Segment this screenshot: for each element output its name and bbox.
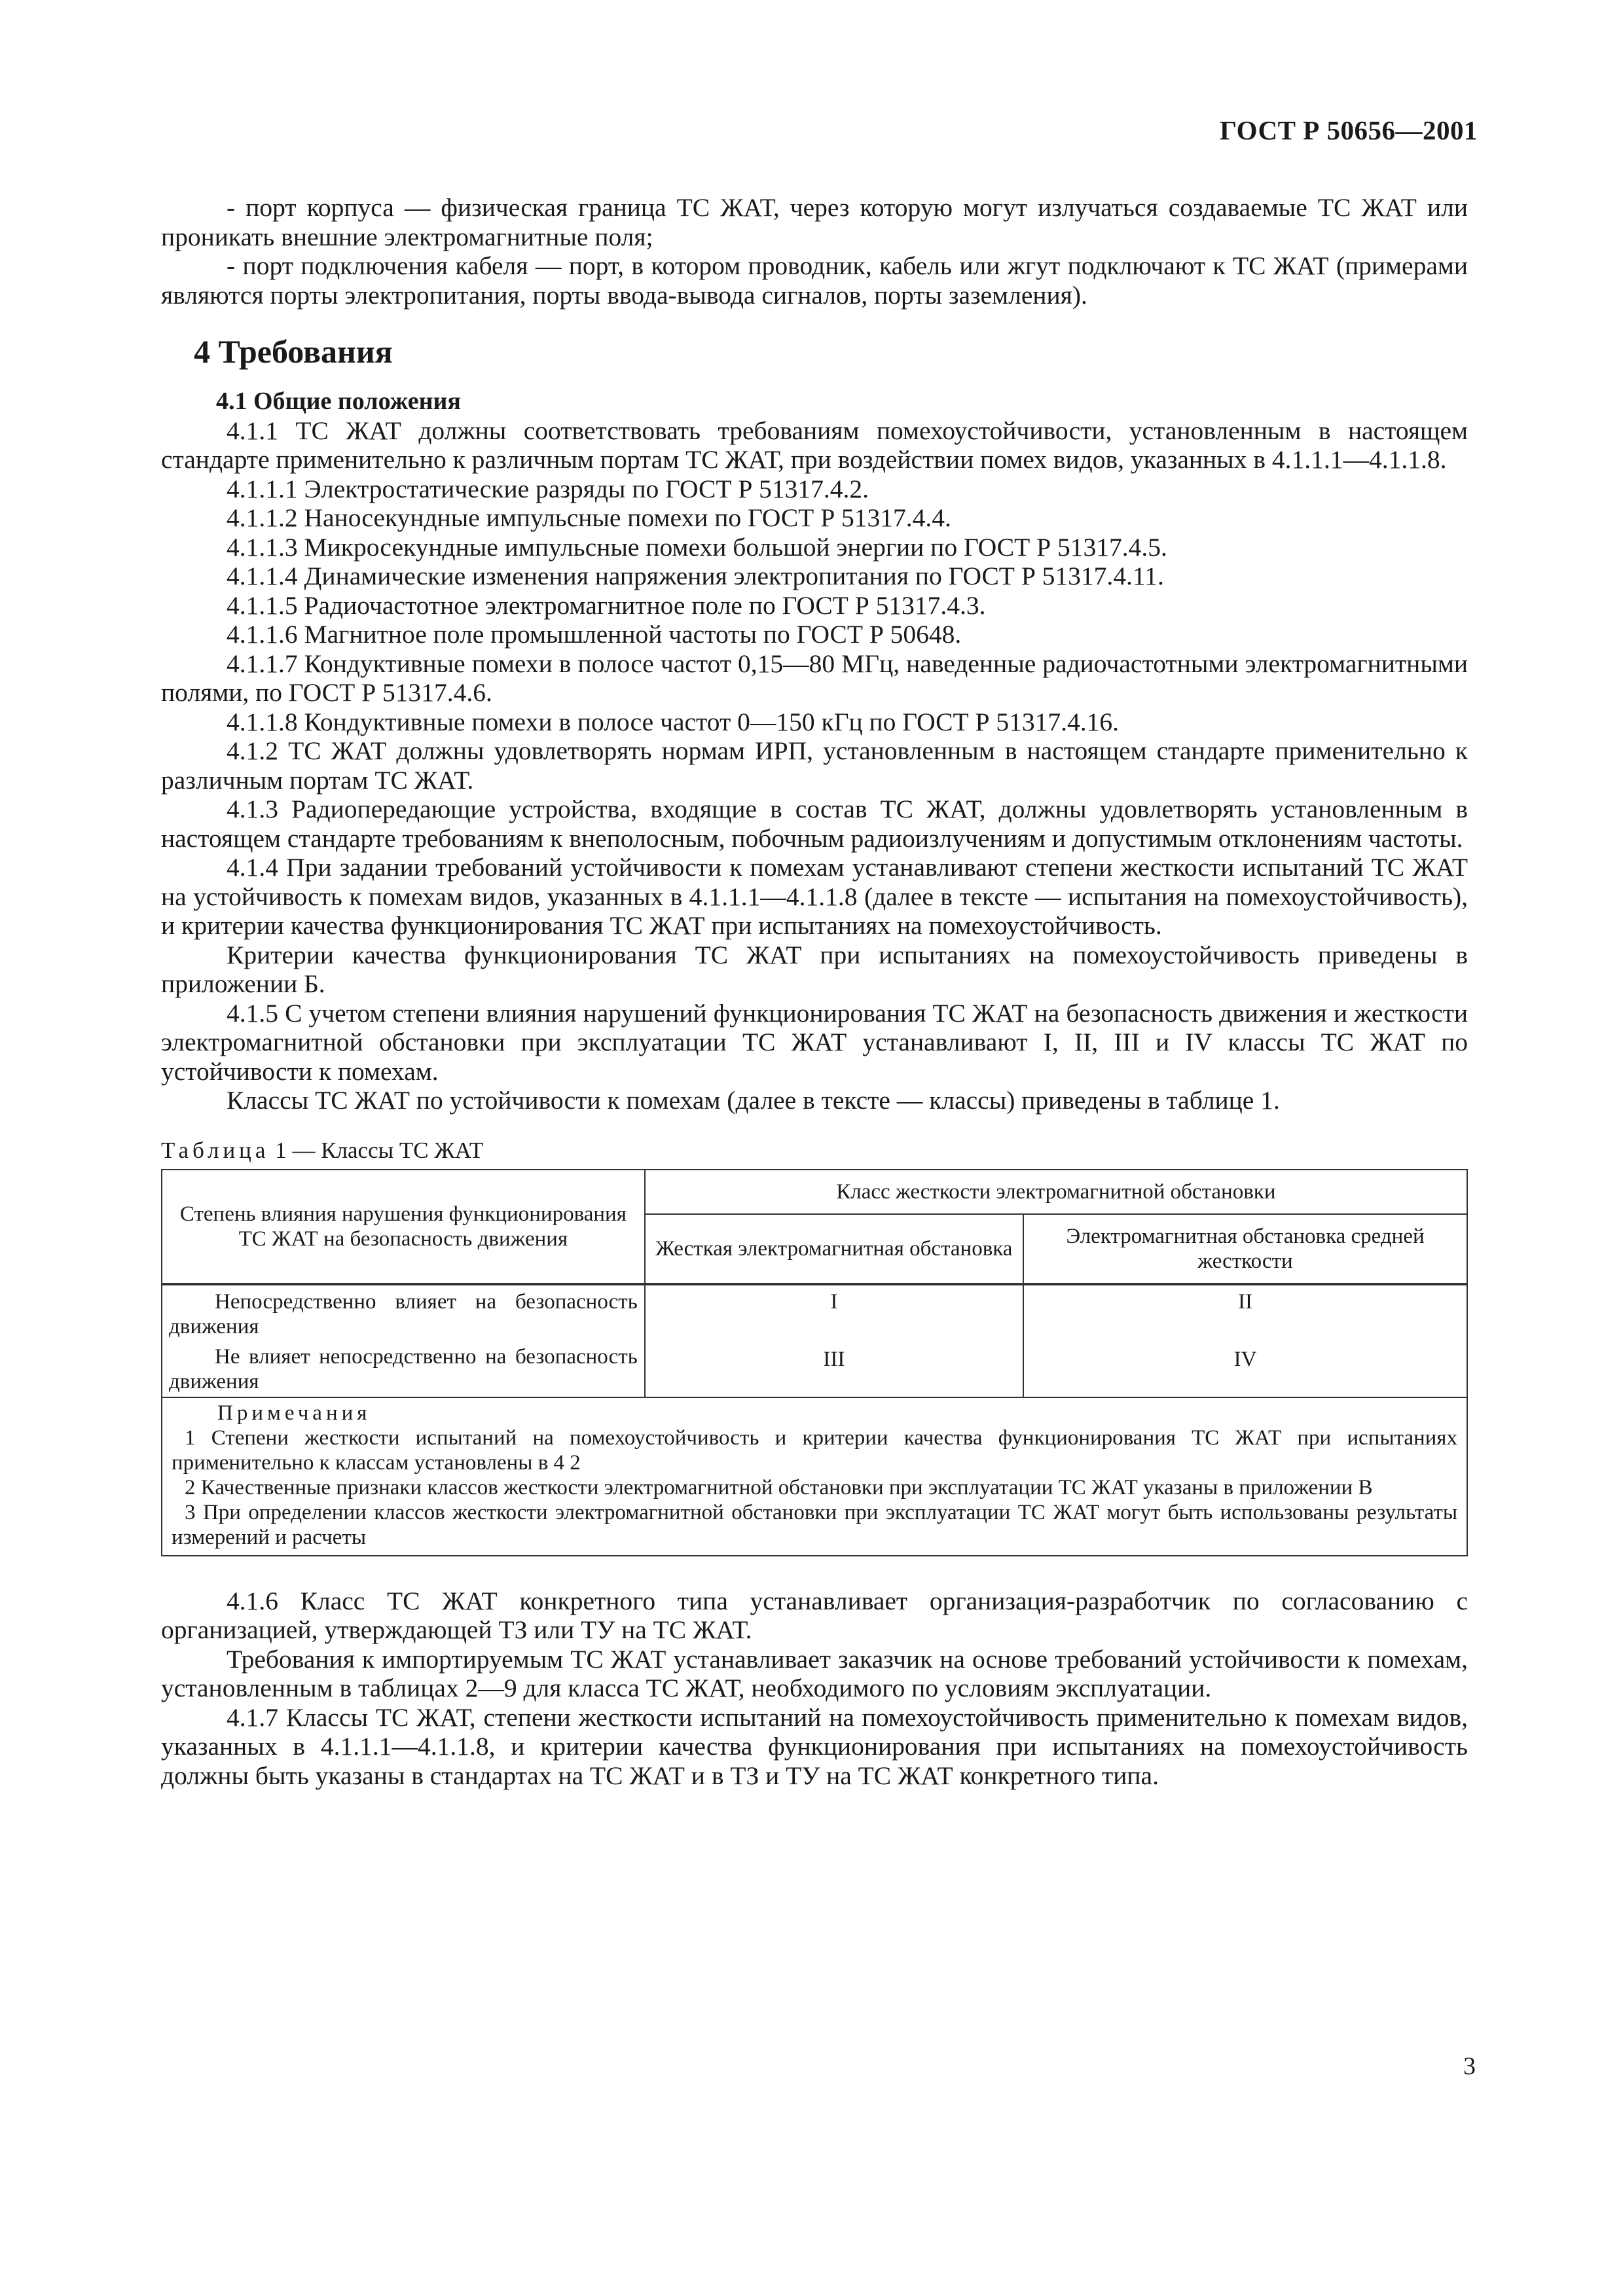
class-value: I [830,1289,838,1314]
table-notes [162,1397,1467,1556]
intro-paragraph-2: - порт подключения кабеля — порт, в котором проводник, кабель или жгут подключают к ТС ЖАТ (примерами являются порты электропитания, порты ввода-вывода сигналов, порты заземления). [161,251,1468,310]
section-title: 4 Требования [194,333,393,370]
paragraph: 4.1.1.4 Динамические изменения напряжения электропитания по ГОСТ Р 51317.4.11. [227,562,1164,590]
paragraph: 4.1.1.3 Микросекундные импульсные помехи большой энергии по ГОСТ Р 51317.4.5. [227,532,1167,562]
paragraph: 4.1.3 Радиопередающие устройства, входящие в состав ТС ЖАТ, должны удовлетворять установленным в настоящем стандарте требованиям к внеполосным, побочным радиоизлучениям и допустимым отклонениям частоты. [161,795,1468,853]
note-item: 3 При определении классов жесткости электромагнитной обстановки при эксплуатации ТС ЖАТ могут быть использованы результаты измерений и расчеты [172,1500,1457,1549]
notes-title: Примечания [217,1401,371,1425]
table-cell-col2 [1023,1284,1467,1397]
intro-paragraph-1: - порт корпуса — физическая граница ТС ЖАТ, через которую могут излучаться создаваемые ТС ЖАТ или проникать внешние электромагнитные поля; [161,193,1468,251]
subsection-title: 4.1 Общие положения [216,387,461,415]
classes-table [161,1169,1468,1556]
paragraph: Классы ТС ЖАТ по устойчивости к помехам (далее в тексте — классы) приведены в таблице 1. [227,1086,1280,1115]
row-label: Непосредственно влияет на безопасность движения [169,1289,638,1338]
note-item: 1 Степени жесткости испытаний на помехоустойчивость и критерии качества функционирования ТС ЖАТ при испытаниях применительно к классам установлены в 4 2 [172,1426,1457,1475]
table-cell-col1 [645,1284,1023,1397]
table-row [162,1284,1467,1397]
class-value: IV [1233,1347,1257,1371]
paragraph: Требования к импортируемым ТС ЖАТ устанавливает заказчик на основе требований устойчивости к помехам, установленным в таблицах 2—9 для класса ТС ЖАТ, необходимого по условиям эксплуатации. [161,1644,1468,1702]
table-header-impact: Степень влияния нарушения функционирования ТС ЖАТ на безопасность движения [162,1170,645,1284]
table-cell-labels [162,1284,645,1397]
document-body [161,193,1468,1790]
paragraph: 4.1.1.5 Радиочастотное электромагнитное поле по ГОСТ Р 51317.4.3. [227,590,986,620]
paragraph: 4.1.1.8 Кондуктивные помехи в полосе частот 0—150 кГц по ГОСТ Р 51317.4.16. [227,707,1119,736]
after-table-block [161,1587,1468,1791]
table-header-moderate: Электромагнитная обстановка средней жесткости [1023,1214,1467,1284]
table-caption-word: Таблица [161,1137,270,1163]
table-caption-text: 1 — Классы ТС ЖАТ [275,1137,484,1163]
paragraph: 4.1.6 Класс ТС ЖАТ конкретного типа устанавливает организация-разработчик по согласованию с организацией, утверждающей ТЗ или ТУ на ТС ЖАТ. [161,1586,1468,1644]
paragraph: 4.1.1.6 Магнитное поле промышленной частоты по ГОСТ Р 50648. [227,620,962,649]
paragraph: 4.1.7 Классы ТС ЖАТ, степени жесткости испытаний на помехоустойчивость применительно к помехам видов, указанных в 4.1.1.1—4.1.1.8, и критерии качества функционирования при испытаниях на помехоустойчивость должны быть указаны в стандартах на ТС ЖАТ и в ТЗ и ТУ на ТС ЖАТ конкретного типа. [161,1702,1468,1790]
table-caption [161,1138,1468,1164]
standard-code: ГОСТ Р 50656—2001 [1220,115,1478,145]
table-header-group: Класс жесткости электромагнитной обстановки [645,1170,1467,1214]
class-value: II [1238,1289,1252,1314]
note-item: 2 Качественные признаки классов жесткости электромагнитной обстановки при эксплуатации ТС ЖАТ указаны в приложении В [185,1475,1373,1499]
row-label: Не влияет непосредственно на безопасность движения [169,1344,638,1393]
paragraph: 4.1.1.7 Кондуктивные помехи в полосе частот 0,15—80 МГц, наведенные радиочастотными электромагнитными полями, по ГОСТ Р 51317.4.6. [161,649,1468,707]
page-number: 3 [1463,2053,1476,2080]
paragraph: 4.1.1 ТС ЖАТ должны соответствовать требованиям помехоустойчивости, установленным в настоящем стандарте применительно к различным портам ТС ЖАТ, при воздействии помех видов, указанных в 4.1.1.1—4.1.1.8. [161,416,1468,474]
paragraph: 4.1.5 С учетом степени влияния нарушений функционирования ТС ЖАТ на безопасность движения и жесткости электромагнитной обстановки при эксплуатации ТС ЖАТ устанавливают I, II, III и IV классы ТС ЖАТ по устойчивости к помехам. [161,998,1468,1086]
paragraph: Критерии качества функционирования ТС ЖАТ при испытаниях на помехоустойчивость приведены в приложении Б. [161,940,1468,998]
paragraph: 4.1.2 ТС ЖАТ должны удовлетворять нормам ИРП, установленным в настоящем стандарте применительно к различным портам ТС ЖАТ. [161,736,1468,795]
paragraph: 4.1.1.2 Наносекундные импульсные помехи по ГОСТ Р 51317.4.4. [227,503,951,532]
table-header-harsh: Жесткая электромагнитная обстановка [645,1214,1023,1284]
paragraph: 4.1.1.1 Электростатические разряды по ГОСТ Р 51317.4.2. [227,474,869,503]
class-value: III [823,1347,845,1371]
paragraph: 4.1.4 При задании требований устойчивости к помехам устанавливают степени жесткости испытаний ТС ЖАТ на устойчивость к помехам видов, указанных в 4.1.1.1—4.1.1.8 (далее в тексте — испытания на помехоустойчивость), и критерии качества функционирования ТС ЖАТ при испытаниях на помехоустойчивость. [161,853,1468,940]
